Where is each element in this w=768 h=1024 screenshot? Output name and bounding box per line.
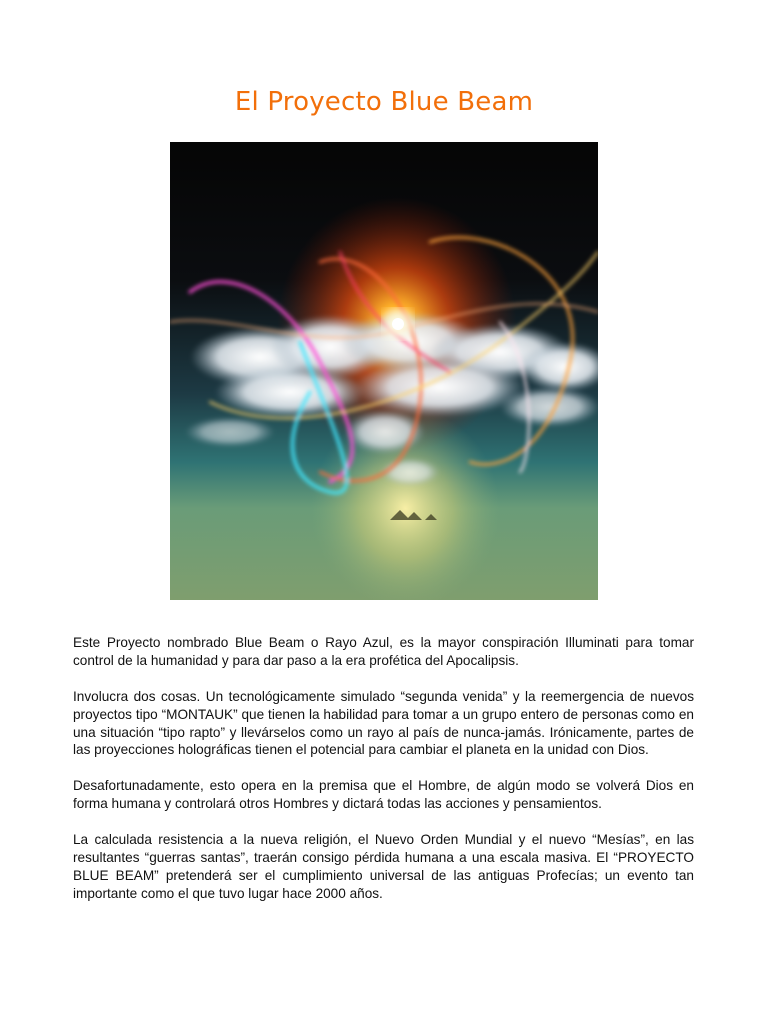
paragraph-1: Este Proyecto nombrado Blue Beam o Rayo Azul, es la mayor conspiración Illuminati para tomar control de la humanidad y para dar paso a la era profética del Apocalipsis. <box>73 635 694 668</box>
cover-illustration <box>170 142 598 600</box>
article-body <box>73 634 694 920</box>
light-beams-illustration <box>170 142 598 600</box>
page-title: El Proyecto Blue Beam <box>234 87 534 118</box>
paragraph-3: Desafortunadamente, esto opera en la premisa que el Hombre, de algún modo se volverá Dios en forma humana y controlará otros Hombres y dictará todas las acciones y pensamientos. <box>73 778 694 812</box>
paragraph-2: Involucra dos cosas. Un tecnológicamente simulado “segunda venida” y la reemergencia de nuevos proyectos tipo “MONTAUK” que tienen la habilidad para tomar a un grupo entero de personas como en una situación “tipo rapto” y llevárselos como un rayo al país de nunca-jamás. Irónicamente, partes de las proyecciones holográficas tienen el potencial para cambiar el planeta en la unidad con Dios. <box>73 688 694 758</box>
paragraph-4: La calculada resistencia a la nueva religión, el Nuevo Orden Mundial y el nuevo “Mesías”, en las resultantes “guerras santas”, traerán consigo pérdida humana a una escala masiva. El “PROYECTO BLUE BEAM” pretenderá ser el cumplimiento universal de las antiguas Profecías; un evento tan importante como el que tuvo lugar hace 2000 años. <box>73 831 694 901</box>
